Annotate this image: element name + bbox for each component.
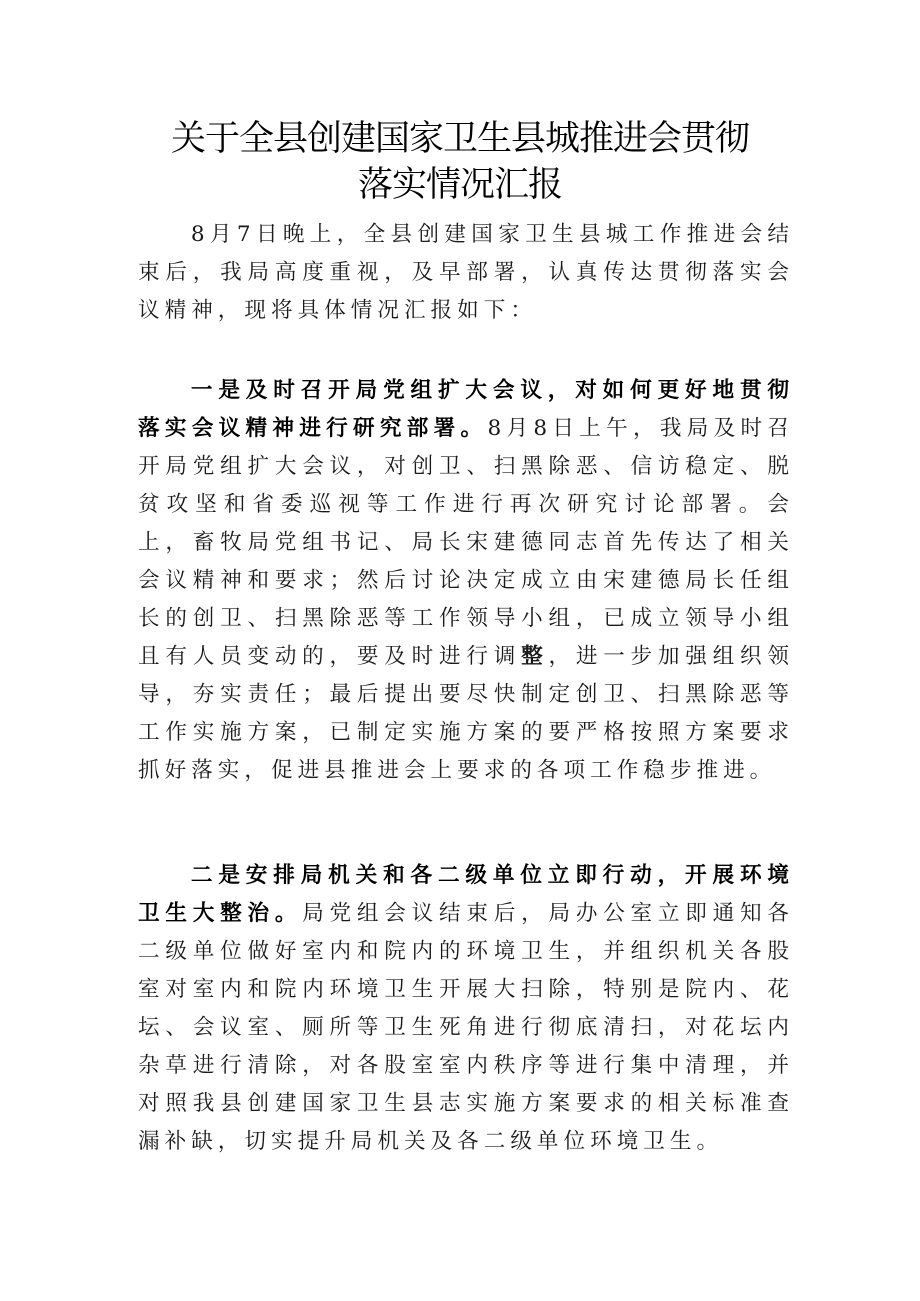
section-two-lead: 二是安排局机关和各二级单位立即行动，开展环境卫生大整治。: [138, 863, 794, 926]
section-one-body-highlight: 整: [521, 644, 549, 669]
section-two: [138, 857, 794, 1161]
section-one-body-part1: 8月8日上午，我局及时召开局党组扩大会议，对创卫、扫黑除恶、信访稳定、脱贫攻坚和省委巡视等工作进行再次研究讨论部署。会上，畜牧局党组书记、局长宋建德同志首先传达了相关会议精神和要求；然后讨论决定成立由宋建德局长任组长的创卫、扫黑除恶等工作领导小组，已成立领导小组且有人员变动的，要及时进行调: [138, 416, 794, 669]
intro-paragraph-block: [138, 216, 794, 330]
section-one-paragraph: [138, 372, 794, 790]
intro-paragraph: 8月7日晚上，全县创建国家卫生县城工作推进会结束后，我局高度重视，及早部署，认真传达贯彻落实会议精神，现将具体情况汇报如下：: [138, 222, 794, 323]
section-two-body: 局党组会议结束后，局办公室立即通知各二级单位做好室内和院内的环境卫生，并组织机关各股室对室内和院内环境卫生开展大扫除，特别是院内、花坛、会议室、厕所等卫生死角进行彻底清扫，对花坛内杂草进行清除，对各股室室内秩序等进行集中清理，并对照我县创建国家卫生县志实施方案要求的相关标准查漏补缺，切实提升局机关及各二级单位环境卫生。: [138, 901, 794, 1154]
section-one-lead: 一是及时召开局党组扩大会议，对如何更好地贯彻落实会议精神进行研究部署。: [138, 378, 794, 441]
document-title-line-2: 落实情况汇报: [357, 165, 562, 205]
section-one: [138, 372, 794, 790]
section-one-body-part2: ，进一步加强组织领导，夯实责任；最后提出要尽快制定创卫、扫黑除恶等工作实施方案，已制定实施方案的要严格按照方案要求抓好落实，促进县推进会上要求的各项工作稳步推进。: [138, 644, 794, 783]
section-two-paragraph: [138, 857, 794, 1161]
document-title-line-1: 关于全县创建国家卫生县城推进会贯彻: [170, 119, 749, 159]
